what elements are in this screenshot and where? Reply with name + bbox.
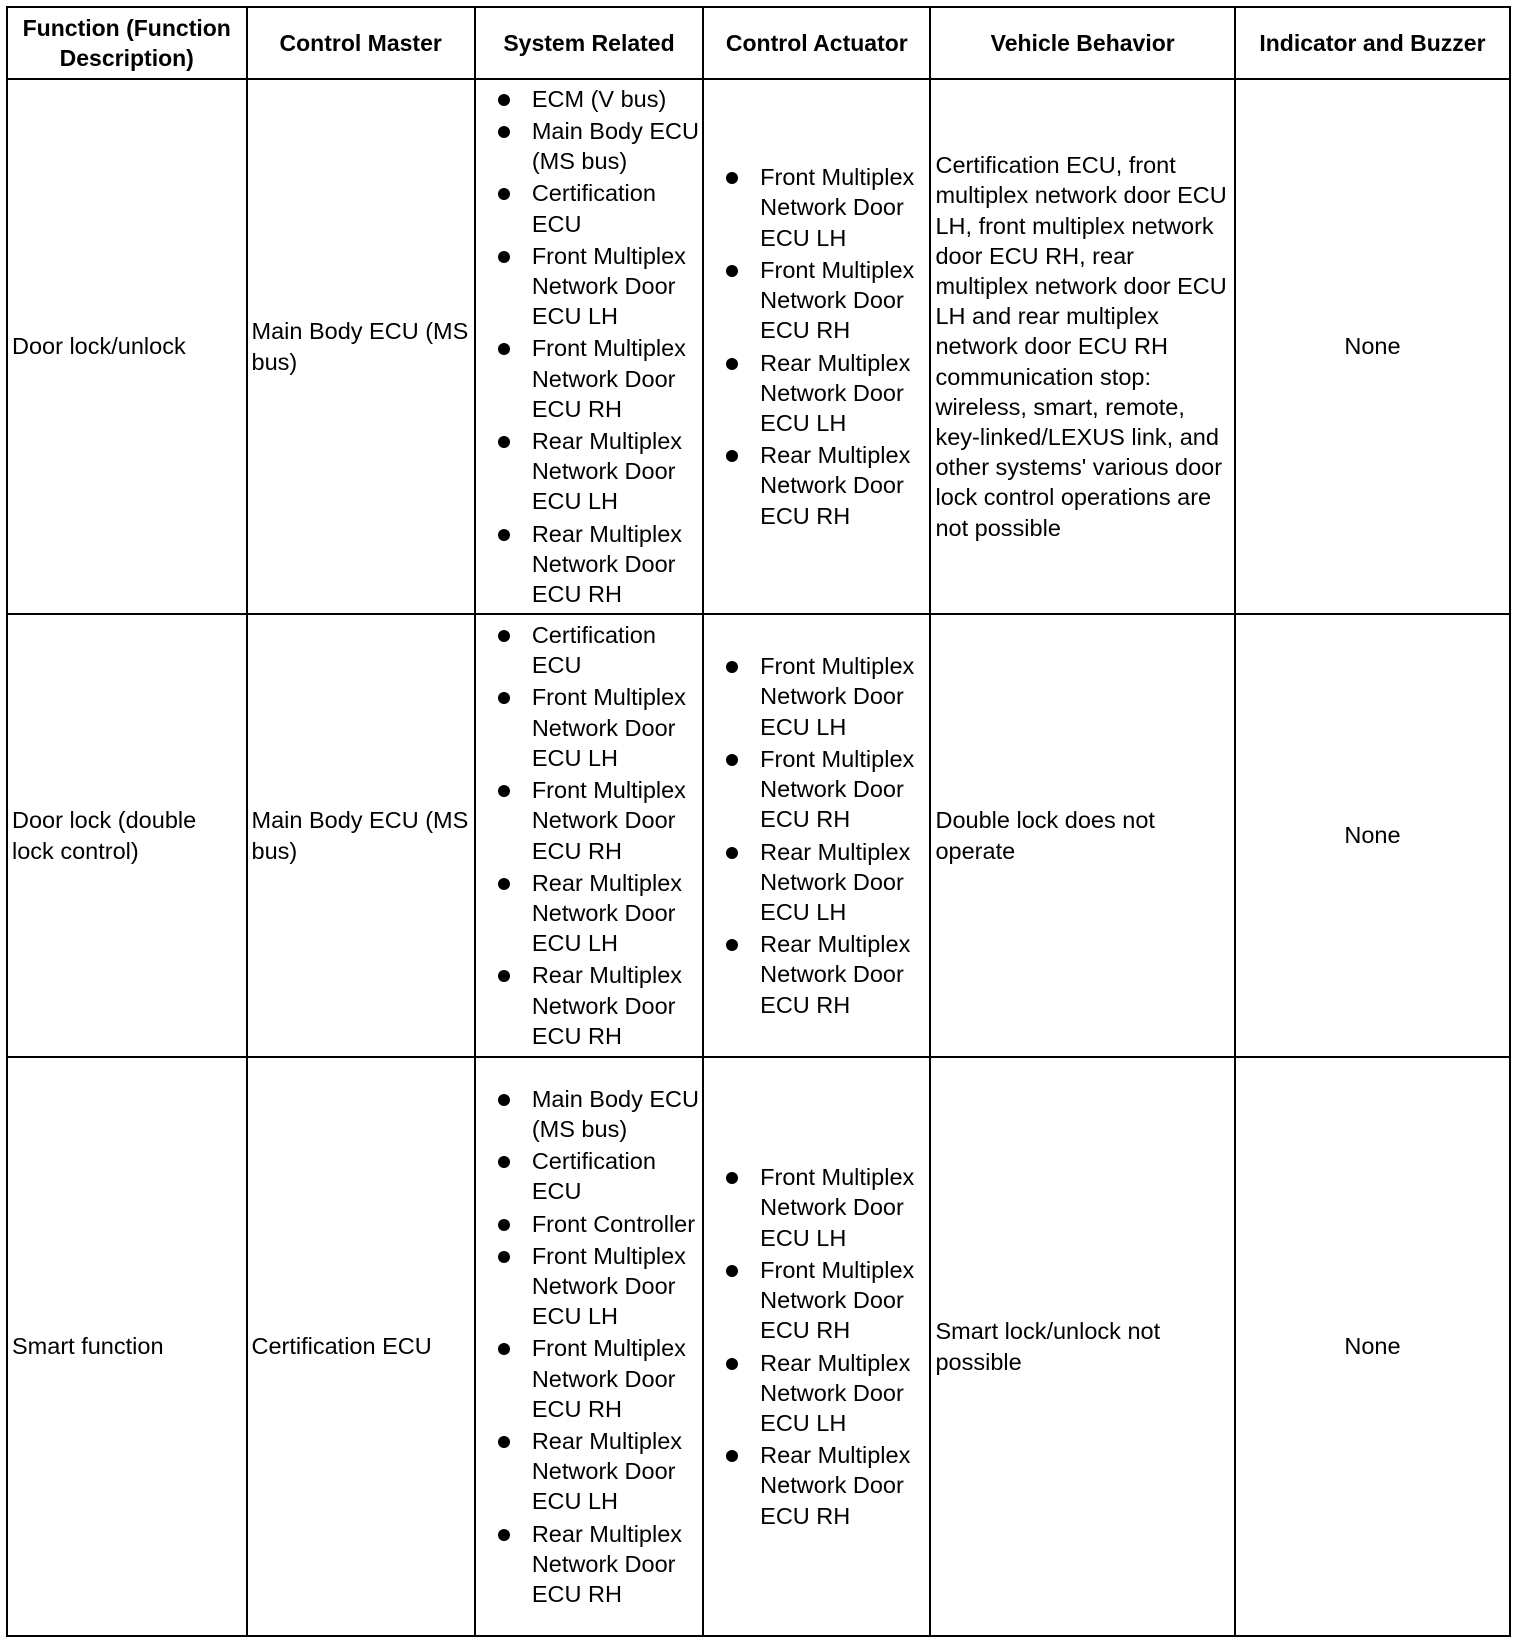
list-item: Rear Multiplex Network Door ECU RH <box>498 1519 702 1610</box>
list-item: Rear Multiplex Network Door ECU RH <box>498 960 702 1051</box>
list-item: Front Multiplex Network Door ECU LH <box>726 162 929 253</box>
control-master-cell: Main Body ECU (MS bus) <box>247 79 475 614</box>
header-control-actuator: Control Actuator <box>703 7 930 79</box>
function-cell: Door lock (double lock control) <box>7 614 247 1057</box>
system-related-cell <box>475 1057 703 1636</box>
list-item: Rear Multiplex Network Door ECU RH <box>726 440 929 531</box>
vehicle-behavior-cell: Smart lock/unlock not possible <box>930 1057 1234 1636</box>
control-master-cell: Main Body ECU (MS bus) <box>247 614 475 1057</box>
header-control-master: Control Master <box>247 7 475 79</box>
list-item: Front Multiplex Network Door ECU RH <box>726 1255 929 1346</box>
header-system-related: System Related <box>475 7 703 79</box>
control-actuator-list <box>704 162 929 530</box>
control-actuator-cell <box>703 614 930 1057</box>
function-table <box>6 6 1511 1637</box>
vehicle-behavior-cell: Certification ECU, front multiplex network door ECU LH, front multiplex network door ECU RH, rear multiplex network door ECU LH and rear multiplex network door ECU RH communication stop: wireless, smart, remote, key-linked/LEXUS link, and other systems' various door lock control operations are not possible <box>930 79 1234 614</box>
list-item: Front Multiplex Network Door ECU LH <box>498 682 702 773</box>
system-related-cell <box>475 614 703 1057</box>
control-actuator-list <box>704 1162 929 1530</box>
system-related-list <box>476 1084 702 1609</box>
list-item: Front Multiplex Network Door ECU LH <box>498 1241 702 1332</box>
system-related-list <box>476 84 702 609</box>
list-item: Front Multiplex Network Door ECU RH <box>726 744 929 835</box>
list-item: Rear Multiplex Network Door ECU LH <box>726 348 929 439</box>
table-row <box>7 614 1510 1057</box>
list-item: Rear Multiplex Network Door ECU LH <box>498 426 702 517</box>
control-actuator-list <box>704 651 929 1019</box>
header-vehicle-behavior: Vehicle Behavior <box>930 7 1234 79</box>
list-item: Certification ECU <box>498 620 702 680</box>
list-item: Certification ECU <box>498 1146 702 1206</box>
list-item: Front Controller <box>498 1209 702 1239</box>
list-item: Rear Multiplex Network Door ECU LH <box>498 868 702 959</box>
list-item: Front Multiplex Network Door ECU LH <box>726 1162 929 1253</box>
list-item: Front Multiplex Network Door ECU LH <box>726 651 929 742</box>
list-item: Main Body ECU (MS bus) <box>498 116 702 176</box>
list-item: Front Multiplex Network Door ECU RH <box>498 775 702 866</box>
indicator-buzzer-cell: None <box>1235 614 1510 1057</box>
system-related-cell <box>475 79 703 614</box>
table-row <box>7 79 1510 614</box>
control-actuator-cell <box>703 1057 930 1636</box>
indicator-buzzer-cell: None <box>1235 1057 1510 1636</box>
list-item: Rear Multiplex Network Door ECU LH <box>498 1426 702 1517</box>
header-function: Function (Function Description) <box>7 7 247 79</box>
list-item: Front Multiplex Network Door ECU LH <box>498 241 702 332</box>
list-item: Rear Multiplex Network Door ECU LH <box>726 1348 929 1439</box>
function-cell: Door lock/unlock <box>7 79 247 614</box>
list-item: ECM (V bus) <box>498 84 702 114</box>
function-cell: Smart function <box>7 1057 247 1636</box>
system-related-list <box>476 620 702 1051</box>
vehicle-behavior-cell: Double lock does not operate <box>930 614 1234 1057</box>
table-row <box>7 1057 1510 1636</box>
list-item: Main Body ECU (MS bus) <box>498 1084 702 1144</box>
control-master-cell: Certification ECU <box>247 1057 475 1636</box>
header-row <box>7 7 1510 79</box>
header-indicator-buzzer: Indicator and Buzzer <box>1235 7 1510 79</box>
list-item: Rear Multiplex Network Door ECU RH <box>726 1440 929 1531</box>
list-item: Rear Multiplex Network Door ECU RH <box>726 929 929 1020</box>
list-item: Front Multiplex Network Door ECU RH <box>498 1333 702 1424</box>
list-item: Front Multiplex Network Door ECU RH <box>726 255 929 346</box>
control-actuator-cell <box>703 79 930 614</box>
list-item: Rear Multiplex Network Door ECU RH <box>498 519 702 610</box>
indicator-buzzer-cell: None <box>1235 79 1510 614</box>
list-item: Rear Multiplex Network Door ECU LH <box>726 837 929 928</box>
list-item: Front Multiplex Network Door ECU RH <box>498 333 702 424</box>
list-item: Certification ECU <box>498 178 702 238</box>
